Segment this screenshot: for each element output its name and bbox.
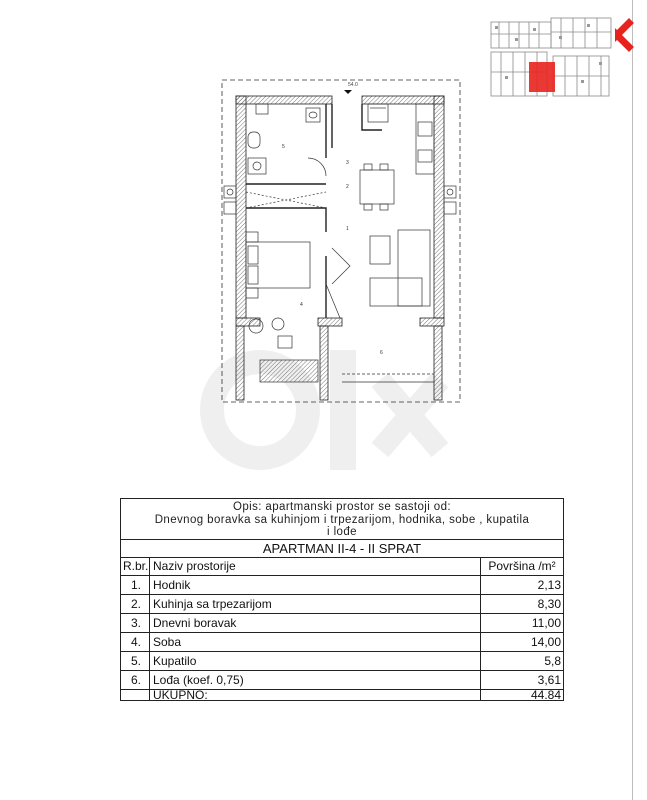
table-row <box>121 614 563 633</box>
building-key-plan-thumbnail <box>489 16 615 100</box>
floor-plan <box>220 78 462 406</box>
entrance-arrow-icon <box>344 90 352 94</box>
room-number: 2 <box>346 184 349 190</box>
header-area: Površina /m² <box>488 559 556 573</box>
row-number: 3. <box>121 614 150 632</box>
table-header-row <box>121 557 563 576</box>
description-line: i lođe <box>327 526 357 538</box>
row-area: 11,00 <box>531 616 561 630</box>
row-name: Kupatilo <box>151 652 481 670</box>
total-value: 44.84 <box>530 688 561 702</box>
row-area: 14,00 <box>530 635 561 649</box>
row-number: 6. <box>121 671 150 689</box>
row-name: Hodnik <box>151 576 481 594</box>
header-name: Naziv prostorije <box>151 557 481 575</box>
row-name: Soba <box>151 633 481 651</box>
row-number: 2. <box>121 595 150 613</box>
total-label: UKUPNO: <box>151 690 481 700</box>
row-name: Kuhinja sa trpezarijom <box>151 595 481 613</box>
room-number: 5 <box>282 144 285 150</box>
table-row <box>121 595 563 614</box>
page-border-line <box>632 0 633 800</box>
header-number: R.br. <box>123 559 149 573</box>
row-name: Dnevni boravak <box>151 614 481 632</box>
table-row <box>121 633 563 652</box>
description-line: Opis: apartmanski prostor se sastoji od: <box>233 501 451 513</box>
highlighted-apartment <box>529 62 555 92</box>
room-number: 4 <box>300 302 303 308</box>
plan-dimension-label: 54.0 <box>348 82 358 88</box>
table-total-row <box>121 690 563 700</box>
apartment-description <box>121 499 563 539</box>
apartment-title: APARTMAN II-4 - II SPRAT <box>121 539 563 558</box>
room-number: 6 <box>380 350 383 356</box>
room-legend-table <box>120 498 564 701</box>
row-number: 4. <box>121 633 150 651</box>
table-row <box>121 576 563 595</box>
table-row <box>121 652 563 671</box>
room-number: 1 <box>346 226 349 232</box>
row-area: 5,8 <box>544 654 561 668</box>
description-line: Dnevnog boravka sa kuhinjom i trpezarijom, hodnika, sobe , kupatila <box>154 513 530 526</box>
row-number: 1. <box>121 576 150 594</box>
row-area: 8,30 <box>537 597 561 611</box>
row-area: 2,13 <box>537 578 561 592</box>
row-name: Lođa (koef. 0,75) <box>151 671 481 689</box>
room-number: 3 <box>346 160 349 166</box>
row-number: 5. <box>121 652 150 670</box>
row-area: 3,61 <box>537 673 561 687</box>
